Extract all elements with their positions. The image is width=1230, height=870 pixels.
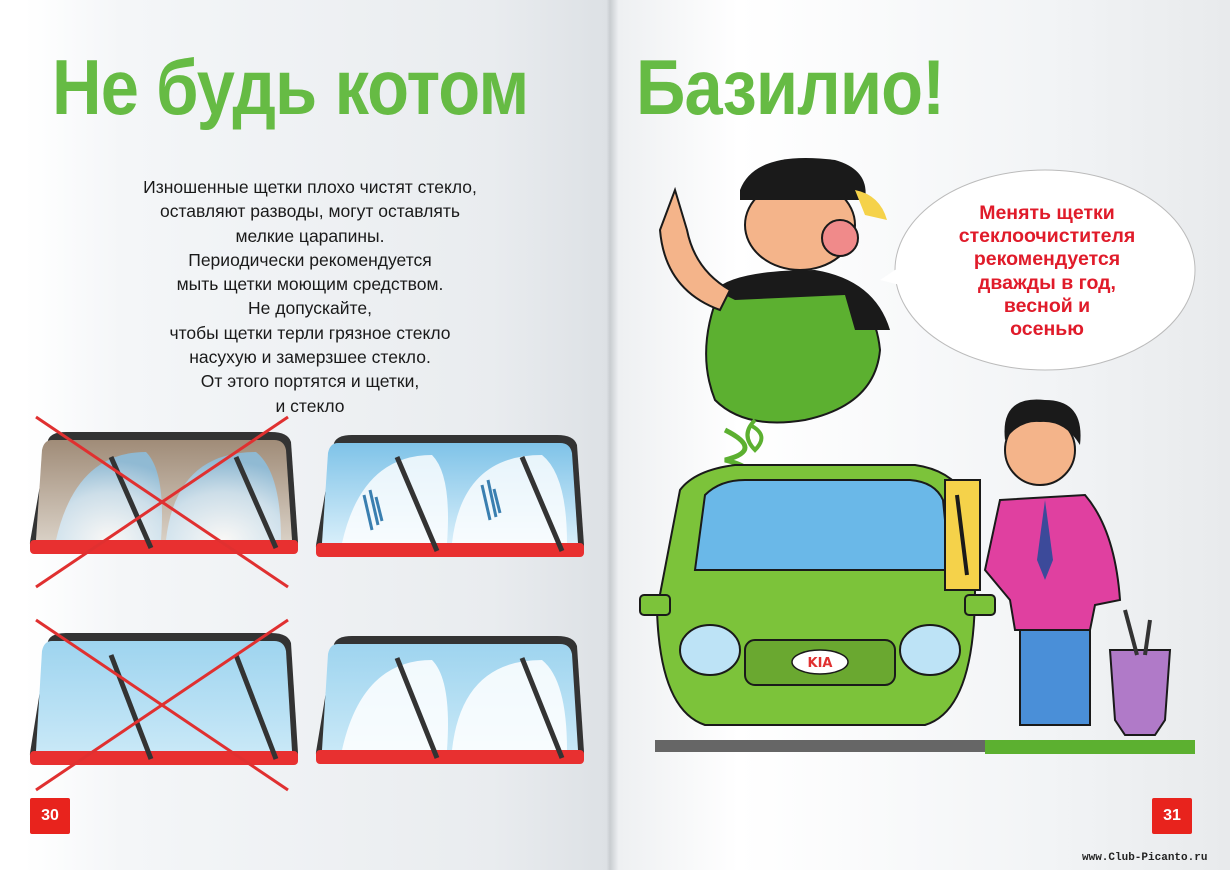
body-line: чтобы щетки терли грязное стекло bbox=[169, 322, 451, 343]
watermark: www.Club-Picanto.ru bbox=[1082, 852, 1208, 864]
page-number-right: 31 bbox=[1152, 798, 1192, 834]
windshield-frozen-panel bbox=[26, 615, 301, 795]
body-line: Не допускайте, bbox=[248, 298, 372, 319]
body-line: От этого портятся и щетки, bbox=[200, 371, 420, 392]
body-line: насухую и замерзшее стекло. bbox=[189, 347, 431, 368]
body-line: и стекло bbox=[275, 395, 345, 416]
windshield-clean-panel bbox=[312, 630, 587, 770]
mechanic-nose bbox=[822, 220, 858, 256]
car-headlight-right bbox=[900, 625, 960, 675]
bubble-line: рекомендуется bbox=[973, 248, 1121, 271]
bubble-line: осенью bbox=[1010, 318, 1084, 341]
car-headlight-left bbox=[680, 625, 740, 675]
body-line: Периодически рекомендуется bbox=[188, 249, 432, 270]
body-text bbox=[80, 175, 540, 418]
title-right: Базилио! bbox=[636, 43, 945, 131]
windshield-water-panel bbox=[312, 425, 587, 565]
windshield-dirty-panel bbox=[26, 412, 301, 592]
bubble-line: Менять щетки bbox=[979, 202, 1115, 224]
body-line: мелкие царапины. bbox=[235, 225, 385, 246]
bubble-line: весной и bbox=[1003, 294, 1091, 317]
title-left: Не будь котом bbox=[52, 43, 529, 131]
bubble-line: стеклоочистителя bbox=[958, 225, 1136, 248]
car-badge: KIA bbox=[807, 656, 833, 671]
boy-jacket bbox=[985, 495, 1120, 630]
wiper-vase bbox=[1110, 650, 1170, 735]
body-line: оставляют разводы, могут оставлять bbox=[159, 201, 460, 222]
body-line: Изношенные щетки плохо чистят стекло, bbox=[143, 177, 477, 197]
body-line: мыть щетки моющим средством. bbox=[176, 274, 444, 295]
bubble-line: дважды в год, bbox=[978, 271, 1116, 294]
page-number-left: 30 bbox=[30, 798, 70, 834]
speech-bubble-text bbox=[922, 202, 1172, 341]
